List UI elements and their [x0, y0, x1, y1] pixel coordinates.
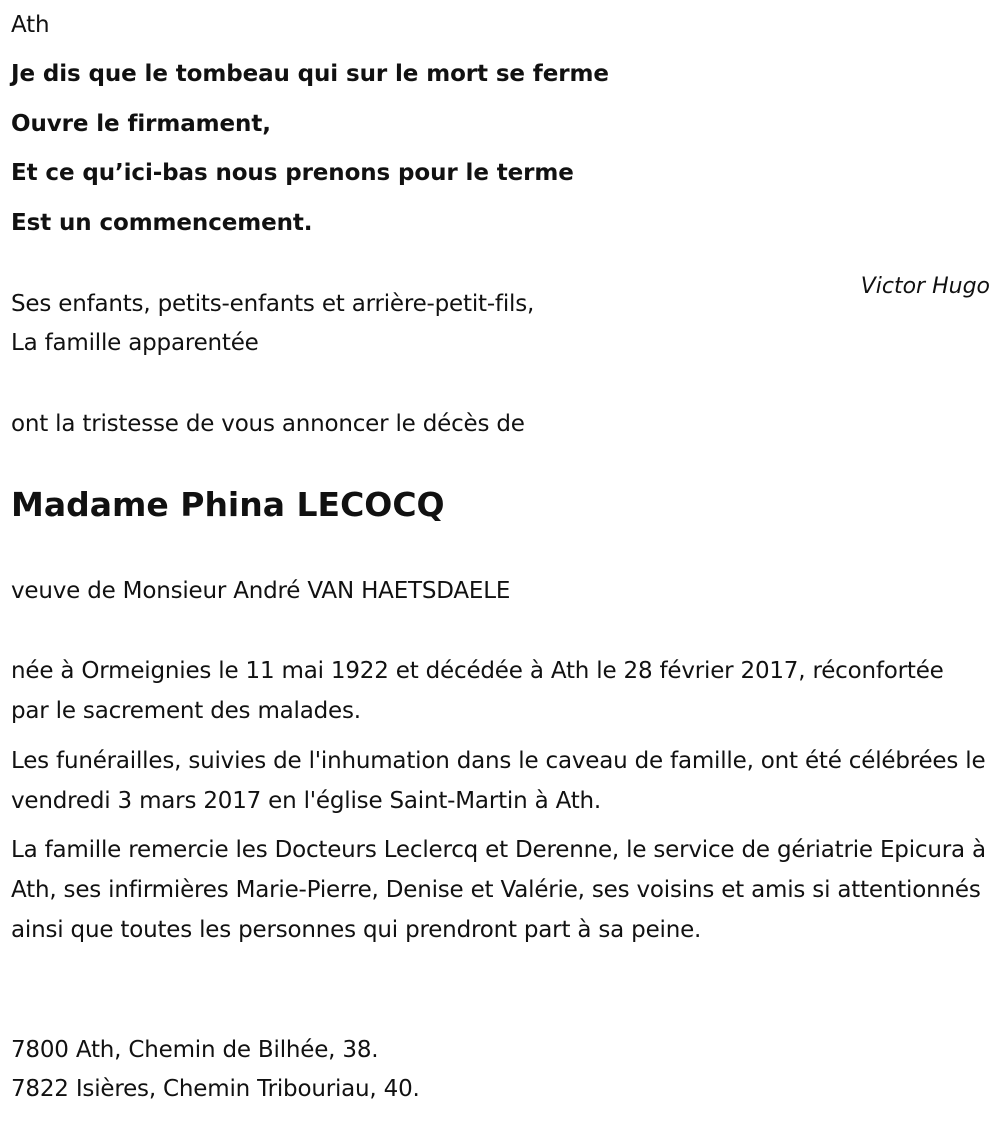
address-line-1: 7800 Ath, Chemin de Bilhée, 38. — [11, 1037, 379, 1063]
thanks-paragraph: La famille remercie les Docteurs Leclercq et Derenne, le service de gériatrie Epicura à Ath, ses infirmières Marie-Pierre, Denise et Valérie, ses voisins et amis si attentionnés ainsi que toutes les personnes qui prendront part à sa peine. — [11, 837, 986, 943]
poem-author: Victor Hugo — [860, 274, 990, 299]
poem-line-2: Ouvre le firmament, — [11, 111, 271, 137]
address-line-2: 7822 Isières, Chemin Tribouriau, 40. — [11, 1076, 420, 1102]
announcement-text: ont la tristesse de vous annoncer le décès de — [11, 411, 525, 437]
family-line-1: Ses enfants, petits-enfants et arrière-petit-fils, — [11, 291, 535, 317]
poem-line-4: Est un commencement. — [11, 210, 313, 236]
deceased-name: Madame Phina LECOCQ — [11, 485, 445, 524]
location-header: Ath — [11, 12, 50, 38]
poem-line-1: Je dis que le tombeau qui sur le mort se ferme — [11, 61, 609, 87]
widow-of-text: veuve de Monsieur André VAN HAETSDAELE — [11, 578, 511, 604]
funeral-paragraph: Les funérailles, suivies de l'inhumation dans le caveau de famille, ont été célébrées le vendredi 3 mars 2017 en l'église Saint-Martin à Ath. — [11, 748, 986, 814]
family-line-2: La famille apparentée — [11, 330, 259, 356]
poem-line-3: Et ce qu’ici-bas nous prenons pour le terme — [11, 160, 574, 186]
birth-death-paragraph: née à Ormeignies le 11 mai 1922 et décédée à Ath le 28 février 2017, réconfortée par le sacrement des malades. — [11, 658, 944, 724]
